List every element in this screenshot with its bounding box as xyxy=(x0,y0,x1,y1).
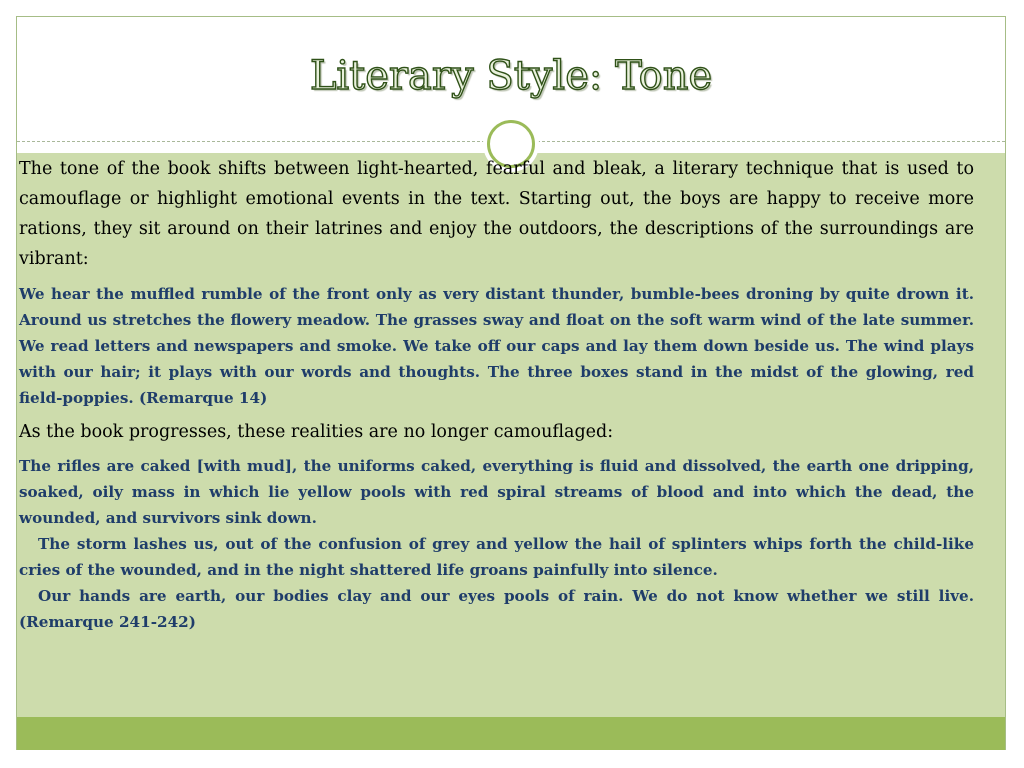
quote-block-2 xyxy=(19,453,974,635)
slide-title: Literary Style: Tone xyxy=(309,53,713,99)
slide-body xyxy=(19,154,974,635)
bottom-accent-bar xyxy=(17,717,1005,750)
intro-paragraph: The tone of the book shifts between light-hearted, fearful and bleak, a literary technique that is used to camouflage or highlight emotional events in the text. Starting out, the boys are happy to receive more rations, they sit around on their latrines and enjoy the outdoors, the descriptions of the surroundings are vibrant: xyxy=(19,159,974,269)
quote-block-1: We hear the muffled rumble of the front only as very distant thunder, bumble-bees droning by quite drown it. Around us stretches the flowery meadow. The grasses sway and float on the soft warm wind of the late summer. We read letters and newspapers and smoke. We take off our caps and lay them down beside us. The wind plays with our hair; it plays with our words and thoughts. The three boxes stand in the midst of the glowing, red field-poppies. (Remarque 14) xyxy=(19,285,974,407)
transition-paragraph: As the book progresses, these realities are no longer camouflaged: xyxy=(19,422,614,442)
quote-2-line-3: Our hands are earth, our bodies clay and our eyes pools of rain. We do not know whether we still live. (Remarque 241-242) xyxy=(19,587,974,631)
quote-2-line-1: The rifles are caked [with mud], the uniforms caked, everything is fluid and dissolved, the earth one dripping, soaked, oily mass in which lie yellow pools with red spiral streams of blood and into which the dead, the wounded, and survivors sink down. xyxy=(19,457,974,527)
quote-2-line-2: The storm lashes us, out of the confusion of grey and yellow the hail of splinters whips forth the child-like cries of the wounded, and in the night shattered life groans painfully into silence. xyxy=(19,535,974,579)
